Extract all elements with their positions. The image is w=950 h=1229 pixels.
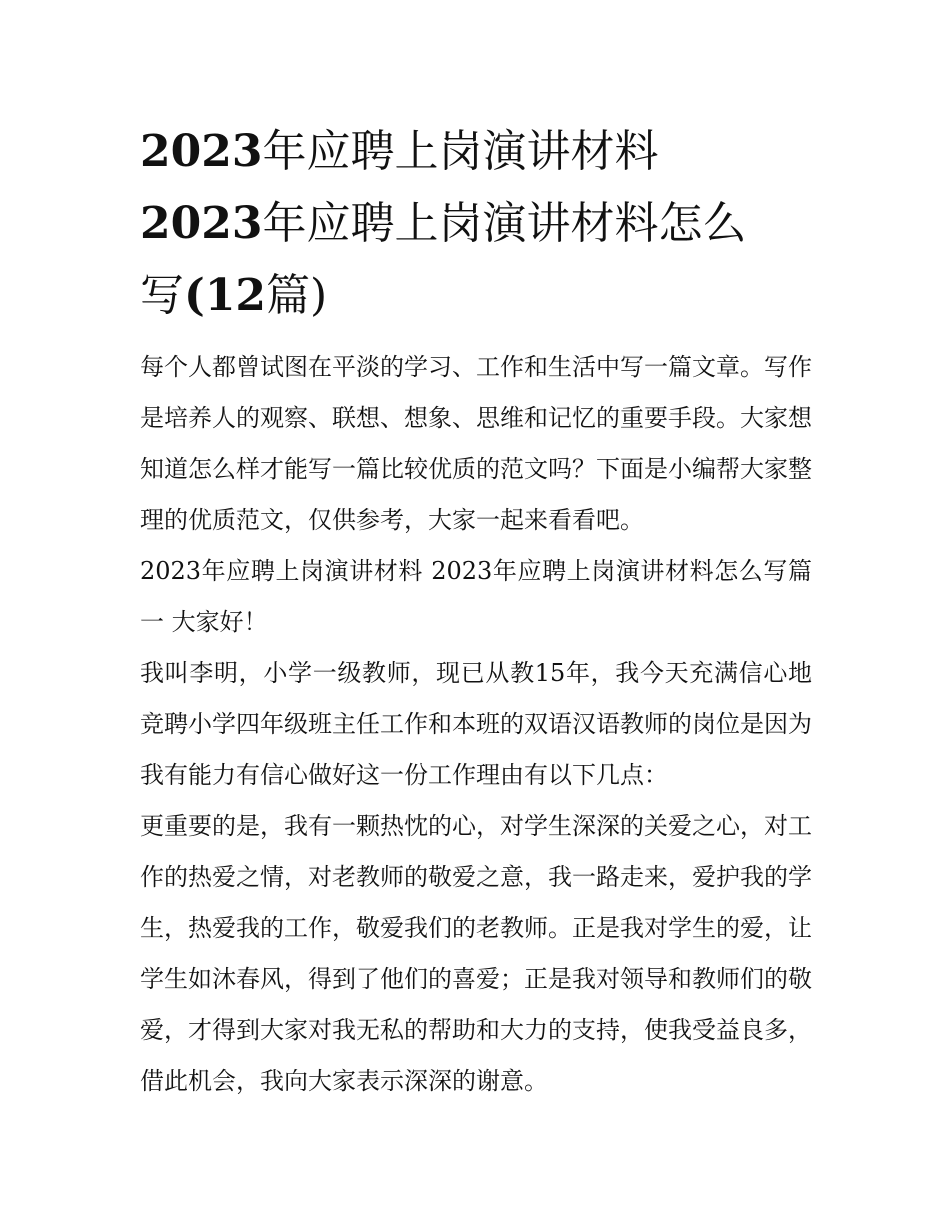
title-line-3 <box>140 260 812 332</box>
title-text: 年应聘上岗演讲材料怎么 <box>262 198 747 249</box>
title-text: 篇) <box>266 270 328 321</box>
title-year: 2023 <box>140 198 263 249</box>
intro-paragraph: 每个人都曾试图在平淡的学习、工作和生活中写一篇文章。写作是培养人的观察、联想、想象、思维和记忆的重要手段。大家想知道怎么样才能写一篇比较优质的范文吗？下面是小编帮大家整理的优质范文，仅供参考，大家一起来看看吧。 <box>140 353 812 534</box>
document-title <box>140 116 812 332</box>
section-heading-paragraph: 2023年应聘上岗演讲材料 2023年应聘上岗演讲材料怎么写篇一 大家好！ <box>140 557 812 636</box>
title-year: 2023 <box>140 126 263 177</box>
title-text: 年应聘上岗演讲材料 <box>262 126 659 177</box>
body-paragraph: 更重要的是，我有一颗热忱的心，对学生深深的关爱之心，对工作的热爱之情，对老教师的敬爱之意，我一路走来，爱护我的学生，热爱我的工作，敬爱我们的老教师。正是我对学生的爱，让学生如沐春风，得到了他们的喜爱；正是我对领导和教师们的敬爱，才得到大家对我无私的帮助和大力的支持，使我受益良多，借此机会，我向大家表示深深的谢意。 <box>140 812 812 1095</box>
title-text: 写 <box>140 270 184 321</box>
body-paragraph: 我叫李明，小学一级教师，现已从教15年，我今天充满信心地竞聘小学四年级班主任工作和本班的双语汉语教师的岗位是因为我有能力有信心做好这一份工作理由有以下几点： <box>140 659 812 789</box>
title-count: (12 <box>184 270 267 321</box>
title-line-1 <box>140 116 812 188</box>
document-page <box>140 116 812 1107</box>
title-line-2 <box>140 188 812 260</box>
